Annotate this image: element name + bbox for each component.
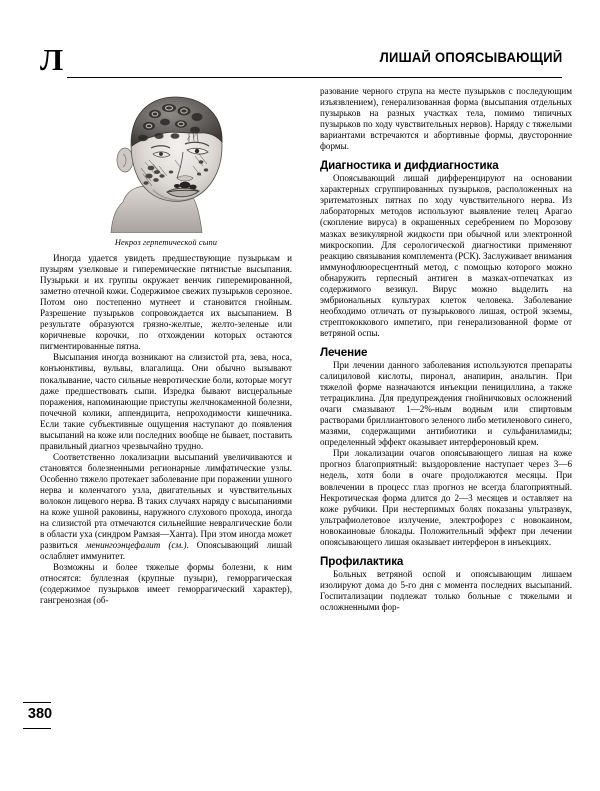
left-column	[40, 86, 292, 607]
face-with-herpetic-rash-illustration	[89, 86, 244, 233]
running-head-title: ЛИШАЙ ОПОЯСЫВАЮЩИЙ	[379, 50, 562, 65]
paragraph: Опоясывающий лишай дифференцируют на основании характерных сгруппированных пузырьков, расположенных на эритематозных пятнах по ходу чувствительного нерва. Из лабораторных методов используют выявление телец Арагао (скопление вируса) в окрашенных серебрением по Морозову мазках везикулярной жидкости при обычной или электронной микроскопии. Для серологической диагностики применяют реакцию связывания комплемента (РСК). Заслуживает внимания иммунофлюоресцентный метод, с помощью которого можно обнаружить герпесный антиген в мазках-отпечатках из содержимого везикул. Вирус можно выделить на эмбриональных культурах клеток человека. Заболевание необходимо отличать от пузырькового лишая, острой экземы, стрептококкового импетиго, при генерализованной форме от ветряной оспы.	[320, 173, 572, 338]
running-head-letter: Л	[40, 42, 64, 77]
paragraph-with-italic	[40, 452, 292, 562]
paragraph-continuation: разование черного струпа на месте пузырьков с последующим изъязвлением), генерализованная форма (высыпания отдельных пузырьков на разных участках тела, помимо типичных пузырьков по ходу чувствительных нервов). Наряду с тяжелыми вариантами встречаются и абортивные формы, двусторонние формы.	[320, 86, 572, 152]
paragraph: Возможны и более тяжелые формы болезни, к ним относятся: буллезная (крупные пузыри), геморрагическая (содержимое пузырьков имеет геморрагический характер), гангренозная (об-	[40, 562, 292, 606]
folio-rule-top	[23, 702, 51, 703]
running-head-rule	[67, 77, 562, 78]
paragraph-text-part2: . Опоясывающий лишай ослабляет иммунитет.	[40, 540, 293, 562]
folio-rule-bottom	[23, 728, 51, 729]
right-column	[320, 86, 572, 613]
section-heading-prophylaxis: Профилактика	[320, 554, 404, 568]
paragraph: Больных ветряной оспой и опоясывающим лишаем изолируют дома до 5-го дня с момента последних высыпаний. Госпитализации подлежат только больные с тяжелыми и осложненными фор-	[320, 568, 572, 612]
paragraph: Высыпания иногда возникают на слизистой рта, зева, носа, конъюнктивы, вульвы, влагалища. Они обычно вызывают покалывание, часто сильные невротические боли, которые могут даже предшествовать сыпи. Изредка бывают висцеральные поражения, напоминающие приступы желчнокаменной болезни, почечной колики, аппендицита, непроходимости кишечника. Если такие субъективные ощущения наступают до появления высыпаний на коже или последних вообще не бывает, поставить правильный диагноз чрезвычайно трудно.	[40, 352, 292, 451]
section-heading-treatment: Лечение	[320, 345, 368, 359]
paragraph-text-part1: Соответственно локализации высыпаний увеличиваются и становятся болезненными регионарные лимфатические узлы. Особенно тяжело протекает заболевание при поражении ушного нерва и коленчатого узла, двигательных и чувствительных волокон лицевого нерва. В таких случаях наряду с высыпаниями на коже ушной раковины, наружного слухового прохода, иногда на слизистой рта отмечаются сильнейшие невралгические боли в области уха (синдром Рамзая—Ханта). При этом иногда может развиться	[40, 451, 292, 551]
section-heading-diagnostics: Диагностика и дифдиагностика	[320, 159, 499, 173]
paragraph: Иногда удается увидеть предшествующие пузырькам и пузырям узелковые и гиперемические пятнистые высыпания. Пузырьки и их группы окружает венчик гиперемированной, заметно отечной кожи. Содержимое свежих пузырьков серозное. Потом оно постепенно мутнеет и становится гнойным. Разрешение пузырьков сопровождается их высыпанием. В результате образуются грязно-желтые, желто-зеленые или коричневые корочки, по отхождении которых остаются пигментированные пятна.	[40, 253, 292, 352]
page-number: 380	[27, 706, 53, 722]
paragraph: При локализации очагов опоясывающего лишая на коже прогноз благоприятный: выздоровление наступает через 3—6 недель, хотя боли в очаге продолжаются месяцы. При вовлечении в процесс глаз прогноз не всегда благоприятный. Некротическая форма длится до 2—3 месяцев и оставляет на коже рубчики. При нестерпимых болях показаны ультразвук, ультрафиолетовое излучение, электрофорез с новокаином, новокаиновые блокады. Положительный эффект при лечении опоясывающего лишая оказывает интерферон в инъекциях.	[320, 448, 572, 547]
figure-caption: Некроз герпетической сыпи	[114, 238, 218, 247]
cross-reference-italic: менингоэнцефалит (см.)	[85, 540, 187, 551]
figure	[40, 86, 292, 248]
running-head	[40, 44, 562, 84]
figure-image	[89, 86, 244, 233]
paragraph: При лечении данного заболевания используются препараты салициловой кислоты, пиронал, анапирин, анальгин. При тяжелой форме назначаются инъекции пенициллина, а также тетрациклина. Для предупреждения гнойничковых осложнений очаги смазывают 1—2%-ным водным или спиртовым растворами бриллиантового зеленого либо метиленового синего, мазями, содержащими антибиотики и сульфаниламиды; определенный эффект оказывает интерфероновый крем.	[320, 359, 572, 448]
